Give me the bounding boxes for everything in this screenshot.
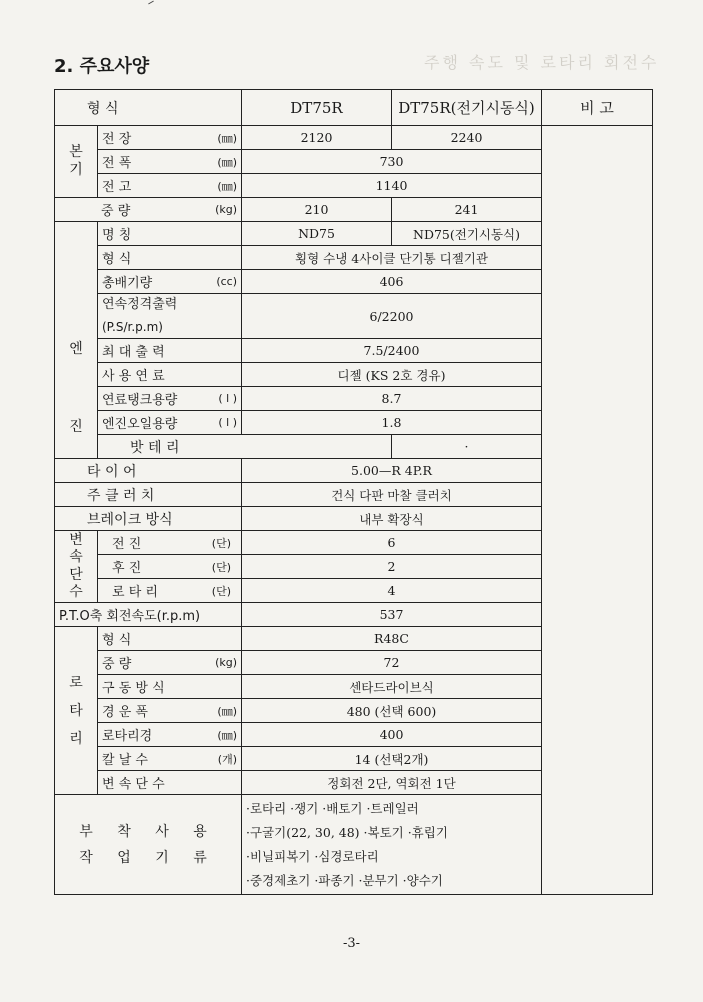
value-cell: 241 [392, 198, 542, 222]
value-cell: 480 (선택 600) [242, 699, 542, 723]
table-row [55, 126, 653, 150]
value-cell: 2 [242, 555, 542, 579]
row-label [98, 222, 242, 246]
row-label [98, 627, 242, 651]
row-label [55, 198, 242, 222]
value-cell: · [392, 435, 542, 459]
label-text: 전 폭 [102, 156, 132, 171]
category-body [55, 126, 98, 198]
label-text: 연료탱크용량 [102, 393, 178, 408]
row-label [98, 579, 242, 603]
row-label [98, 435, 392, 459]
value-cell: 내부 확장식 [242, 507, 542, 531]
row-label [98, 294, 242, 339]
label-text: 전 고 [102, 180, 132, 195]
header-model-2: DT75R(전기시동식) [392, 90, 542, 126]
row-label [98, 150, 242, 174]
value-cell: 5.00—R 4P.R [242, 459, 542, 483]
header-row [55, 90, 653, 126]
row-label [55, 507, 242, 531]
value-cell: R48C [242, 627, 542, 651]
value-cell: 400 [242, 723, 542, 747]
unit-text: (㎜) [217, 179, 237, 193]
row-label [98, 531, 242, 555]
label-text: 칼 날 수 [102, 753, 148, 768]
attach-label [55, 795, 242, 895]
row-label [55, 459, 242, 483]
label-text: 변 속 단 수 [102, 777, 165, 792]
value-cell: 210 [242, 198, 392, 222]
category-engine [55, 222, 98, 459]
row-label [98, 174, 242, 198]
category-gear-text: 변속단수 [69, 531, 83, 600]
unit-text: (kg) [215, 203, 237, 216]
row-label [98, 246, 242, 270]
label-text: 중 량 [102, 657, 132, 672]
value-cell: 730 [242, 150, 542, 174]
value-cell: ND75 [242, 222, 392, 246]
category-rotary-text: 로타리 [69, 674, 83, 747]
remark-cell [542, 126, 653, 895]
label-text: 최 대 출 력 [102, 345, 165, 360]
row-label [98, 675, 242, 699]
label-text: 연속정격출력 [102, 297, 178, 312]
label-text: 총배기량 [102, 276, 153, 291]
row-label [98, 651, 242, 675]
row-label [98, 363, 242, 387]
unit-text: (kg) [215, 656, 237, 669]
scan-mark [148, 1, 154, 5]
label-text: 전 장 [102, 132, 132, 147]
label-text: 경 운 폭 [102, 705, 148, 720]
value-cell: 6 [242, 531, 542, 555]
category-engine-text-1: 엔 [69, 340, 83, 357]
category-engine-text-2: 진 [69, 419, 83, 435]
row-label [98, 270, 242, 294]
attach-label-1: 부 착 사 용 [79, 823, 217, 840]
value-cell: 406 [242, 270, 542, 294]
value-cell: 8.7 [242, 387, 542, 411]
row-label [98, 555, 242, 579]
label-text: 구 동 방 식 [102, 681, 165, 696]
category-body-text: 본기 [69, 144, 83, 178]
label-text: 로 타 리 [112, 585, 158, 600]
label-text: 형 식 [102, 633, 132, 648]
value-cell: 1.8 [242, 411, 542, 435]
category-rotary [55, 627, 98, 795]
label-text: P.T.O축 회전속도(r.p.m) [59, 609, 201, 624]
row-label [98, 699, 242, 723]
unit-text: (개) [217, 752, 237, 766]
value-cell: 4 [242, 579, 542, 603]
row-label [55, 603, 242, 627]
label-text: 중 량 [101, 204, 131, 219]
label-text: 형 식 [102, 252, 132, 267]
section-heading: 2. 주요사양 [54, 56, 150, 77]
unit-text: (cc) [216, 275, 237, 288]
unit-text: ( l ) [218, 416, 237, 429]
page-number: -3- [342, 936, 361, 951]
unit-text: (㎜) [217, 704, 237, 718]
header-remark: 비 고 [542, 90, 653, 126]
attach-line: ·로타리 ·쟁기 ·배토기 ·트레일러 [246, 800, 419, 816]
label-text: 명 칭 [102, 228, 132, 243]
unit-text: ( l ) [218, 392, 237, 405]
row-label [98, 723, 242, 747]
value-cell: 2120 [242, 126, 392, 150]
row-label [98, 771, 242, 795]
attach-line: ·구굴기(22, 30, 48) ·복토기 ·휴립기 [246, 824, 448, 840]
unit-text: (㎜) [217, 728, 237, 742]
row-label [98, 411, 242, 435]
unit-text: (㎜) [217, 155, 237, 169]
attach-line: ·비닐피복기 ·심경로타리 [246, 848, 379, 864]
value-cell: 건식 다판 마찰 클러치 [242, 483, 542, 507]
value-cell: 2240 [392, 126, 542, 150]
label-text: 사 용 연 료 [102, 369, 165, 384]
spec-table [54, 89, 653, 895]
value-cell: 1140 [242, 174, 542, 198]
attach-list [242, 795, 542, 895]
value-cell: 횡형 수냉 4사이클 단기통 디젤기관 [242, 246, 542, 270]
value-cell: 센타드라이브식 [242, 675, 542, 699]
row-label [55, 483, 242, 507]
value-cell: 72 [242, 651, 542, 675]
row-label [98, 747, 242, 771]
unit-text: (㎜) [217, 131, 237, 145]
value-cell: 정회전 2단, 역회전 1단 [242, 771, 542, 795]
attach-label-2: 작 업 기 류 [79, 849, 217, 866]
label-text: 엔진오일용량 [102, 417, 178, 432]
label-text: 타 이 어 [87, 463, 137, 480]
value-cell: 디젤 (KS 2호 경유) [242, 363, 542, 387]
label-text: 밧 테 리 [130, 439, 180, 456]
category-gear [55, 531, 98, 603]
header-type [55, 90, 242, 126]
unit-text: (단) [211, 536, 231, 550]
row-label [98, 387, 242, 411]
label-text: 브레이크 방식 [87, 511, 173, 528]
unit-text: (단) [211, 560, 231, 574]
label-text: 전 진 [112, 537, 142, 552]
label-text: 로타리경 [102, 729, 153, 744]
attach-line: ·중경제초기 ·파종기 ·분무기 ·양수기 [246, 872, 443, 888]
bleed-through-title: 주행 속도 및 로타리 회전수 [424, 53, 660, 72]
label-text: 주 클 러 치 [87, 487, 155, 504]
value-cell: ND75(전기시동식) [392, 222, 542, 246]
row-label [98, 126, 242, 150]
label-text-sub: (P.S/r.p.m) [102, 320, 163, 334]
value-cell: 6/2200 [242, 294, 542, 339]
value-cell: 7.5/2400 [242, 339, 542, 363]
label-text: 후 진 [112, 561, 142, 576]
value-cell: 537 [242, 603, 542, 627]
value-cell: 14 (선택2개) [242, 747, 542, 771]
header-type-text: 형 식 [87, 100, 119, 117]
row-label [98, 339, 242, 363]
unit-text: (단) [211, 584, 231, 598]
header-model-1: DT75R [242, 90, 392, 126]
